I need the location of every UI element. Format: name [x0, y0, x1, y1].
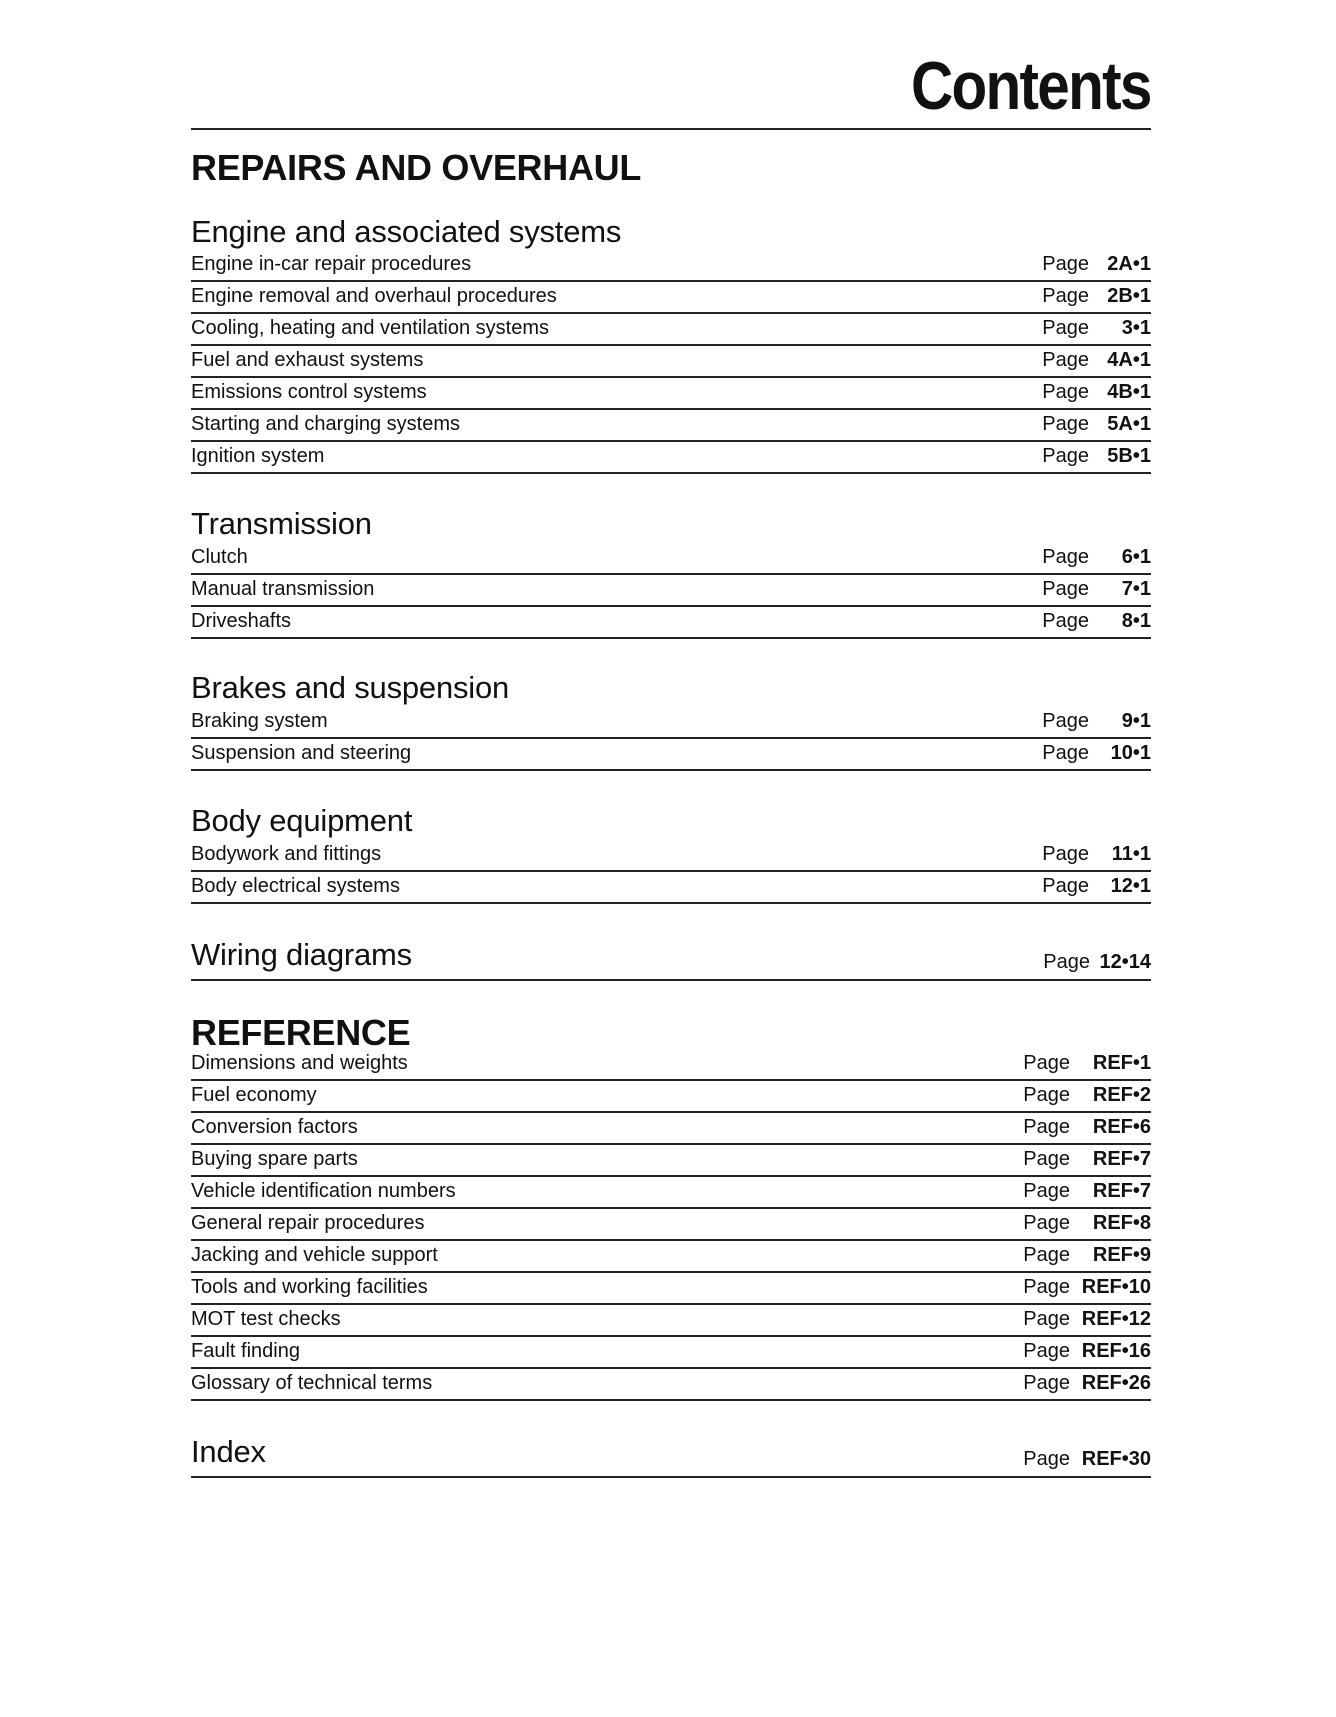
toc-entry-label: Engine removal and overhaul procedures: [191, 285, 557, 307]
page-number: 9•1: [1121, 710, 1151, 732]
page-number: 5B•1: [1107, 445, 1151, 467]
reference-list: [191, 1049, 1151, 1401]
page-word: Page: [1023, 1340, 1070, 1362]
page-number: REF•7: [1092, 1180, 1151, 1202]
page-word: Page: [1023, 1052, 1070, 1074]
toc-entry-label: Vehicle identification numbers: [191, 1180, 456, 1202]
page-number: REF•26: [1081, 1372, 1151, 1394]
toc-row[interactable]: [191, 840, 1151, 872]
page-word: Page: [1043, 951, 1090, 973]
page-word: Page: [1042, 381, 1089, 403]
part-heading-reference: REFERENCE: [191, 1012, 411, 1053]
page-word: Page: [1023, 1116, 1070, 1138]
toc-entry-label: Buying spare parts: [191, 1148, 358, 1170]
page-word: Page: [1042, 875, 1089, 897]
brakes-list: [191, 707, 1151, 771]
page-number: REF•16: [1081, 1340, 1151, 1362]
toc-row[interactable]: [191, 1337, 1151, 1369]
page-number: 4B•1: [1107, 381, 1151, 403]
page-word: Page: [1042, 710, 1089, 732]
page-number: REF•12: [1081, 1308, 1151, 1330]
page-number: 8•1: [1121, 610, 1151, 632]
page-number: 5A•1: [1107, 413, 1151, 435]
toc-entry-label: Jacking and vehicle support: [191, 1244, 438, 1266]
page-word: Page: [1023, 1148, 1070, 1170]
toc-entry-label: Conversion factors: [191, 1116, 358, 1138]
toc-row[interactable]: [191, 1273, 1151, 1305]
toc-entry-label: Suspension and steering: [191, 742, 412, 764]
toc-row[interactable]: [191, 739, 1151, 771]
section-heading-brakes: Brakes and suspension: [191, 670, 510, 705]
toc-entry-label: Dimensions and weights: [191, 1052, 408, 1074]
page-number: 2A•1: [1107, 253, 1151, 275]
toc-entry-label: Tools and working facilities: [191, 1276, 428, 1298]
page-number: 4A•1: [1107, 349, 1151, 371]
toc-row[interactable]: [191, 607, 1151, 639]
toc-entry-label: Starting and charging systems: [191, 413, 461, 435]
page-number: REF•7: [1092, 1148, 1151, 1170]
toc-entry-label: Fault finding: [191, 1340, 300, 1362]
toc-row[interactable]: [191, 1209, 1151, 1241]
toc-row[interactable]: [191, 410, 1151, 442]
page-number: REF•1: [1092, 1052, 1151, 1074]
toc-row[interactable]: [191, 346, 1151, 378]
transmission-list: [191, 543, 1151, 639]
page-word: Page: [1042, 413, 1089, 435]
page-number: REF•10: [1081, 1276, 1151, 1298]
section-heading-engine: Engine and associated systems: [191, 214, 622, 249]
toc-entry-label: Engine in-car repair procedures: [191, 253, 472, 275]
toc-row[interactable]: [191, 442, 1151, 474]
toc-row[interactable]: [191, 707, 1151, 739]
engine-list: [191, 250, 1151, 474]
page-number: REF•2: [1092, 1084, 1151, 1106]
toc-entry-label: Braking system: [191, 710, 328, 732]
page-word: Page: [1023, 1212, 1070, 1234]
toc-entry-label: Ignition system: [191, 445, 325, 467]
toc-row[interactable]: [191, 1145, 1151, 1177]
page-word: Page: [1042, 546, 1089, 568]
toc-row[interactable]: [191, 872, 1151, 904]
page-word: Page: [1023, 1276, 1070, 1298]
toc-entry-label: Cooling, heating and ventilation systems: [191, 317, 549, 339]
toc-entry-label: Body electrical systems: [191, 875, 400, 897]
toc-row[interactable]: [191, 314, 1151, 346]
page-word: Page: [1023, 1084, 1070, 1106]
wiring-diagrams-entry[interactable]: [191, 930, 1151, 981]
toc-entry-label: Clutch: [191, 546, 248, 568]
toc-row[interactable]: [191, 1369, 1151, 1401]
toc-row[interactable]: [191, 378, 1151, 410]
toc-row[interactable]: [191, 1081, 1151, 1113]
page-word: Page: [1042, 317, 1089, 339]
toc-row[interactable]: [191, 1049, 1151, 1081]
toc-row[interactable]: [191, 1177, 1151, 1209]
page-number: 6•1: [1121, 546, 1151, 568]
part-heading-repairs: REPAIRS AND OVERHAUL: [191, 147, 642, 188]
page-word: Page: [1042, 253, 1089, 275]
page-word: Page: [1042, 285, 1089, 307]
page-number: REF•30: [1081, 1448, 1151, 1470]
toc-row[interactable]: [191, 282, 1151, 314]
page-number: 2B•1: [1107, 285, 1151, 307]
page-word: Page: [1042, 578, 1089, 600]
page-word: Page: [1042, 445, 1089, 467]
page-number: 12•14: [1099, 951, 1151, 973]
toc-row[interactable]: [191, 1305, 1151, 1337]
toc-entry-label: Driveshafts: [191, 610, 292, 632]
page-word: Page: [1023, 1244, 1070, 1266]
page-number: 7•1: [1121, 578, 1151, 600]
page-title: Contents: [911, 48, 1151, 124]
page-word: Page: [1042, 742, 1089, 764]
section-heading-transmission: Transmission: [191, 506, 372, 541]
page-number: REF•9: [1092, 1244, 1151, 1266]
page-word: Page: [1023, 1448, 1070, 1470]
page-word: Page: [1042, 843, 1089, 865]
toc-row[interactable]: [191, 543, 1151, 575]
toc-entry-label: Emissions control systems: [191, 381, 427, 403]
toc-entry-label: Fuel and exhaust systems: [191, 349, 424, 371]
toc-entry-label: MOT test checks: [191, 1308, 341, 1330]
page-number: 10•1: [1110, 742, 1151, 764]
page-word: Page: [1023, 1308, 1070, 1330]
page-number: 11•1: [1111, 843, 1151, 865]
page-number: 3•1: [1121, 317, 1151, 339]
section-heading-body: Body equipment: [191, 803, 413, 838]
title-bar: [191, 48, 1151, 130]
page-number: REF•8: [1092, 1212, 1151, 1234]
section-heading-wiring: Wiring diagrams: [191, 937, 412, 972]
toc-entry-label: Glossary of technical terms: [191, 1372, 433, 1394]
page-word: Page: [1023, 1372, 1070, 1394]
toc-row[interactable]: [191, 250, 1151, 282]
page-number: REF•6: [1092, 1116, 1151, 1138]
section-heading-index: Index: [191, 1434, 266, 1469]
page-word: Page: [1042, 349, 1089, 371]
toc-entry-label: Fuel economy: [191, 1084, 317, 1106]
toc-row[interactable]: [191, 1241, 1151, 1273]
page-number: 12•1: [1110, 875, 1151, 897]
toc-entry-label: General repair procedures: [191, 1212, 425, 1234]
page-word: Page: [1042, 610, 1089, 632]
toc-row[interactable]: [191, 575, 1151, 607]
toc-entry-label: Bodywork and fittings: [191, 843, 382, 865]
page-word: Page: [1023, 1180, 1070, 1202]
toc-row[interactable]: [191, 1113, 1151, 1145]
index-entry[interactable]: [191, 1426, 1151, 1478]
toc-entry-label: Manual transmission: [191, 578, 375, 600]
body-list: [191, 840, 1151, 904]
